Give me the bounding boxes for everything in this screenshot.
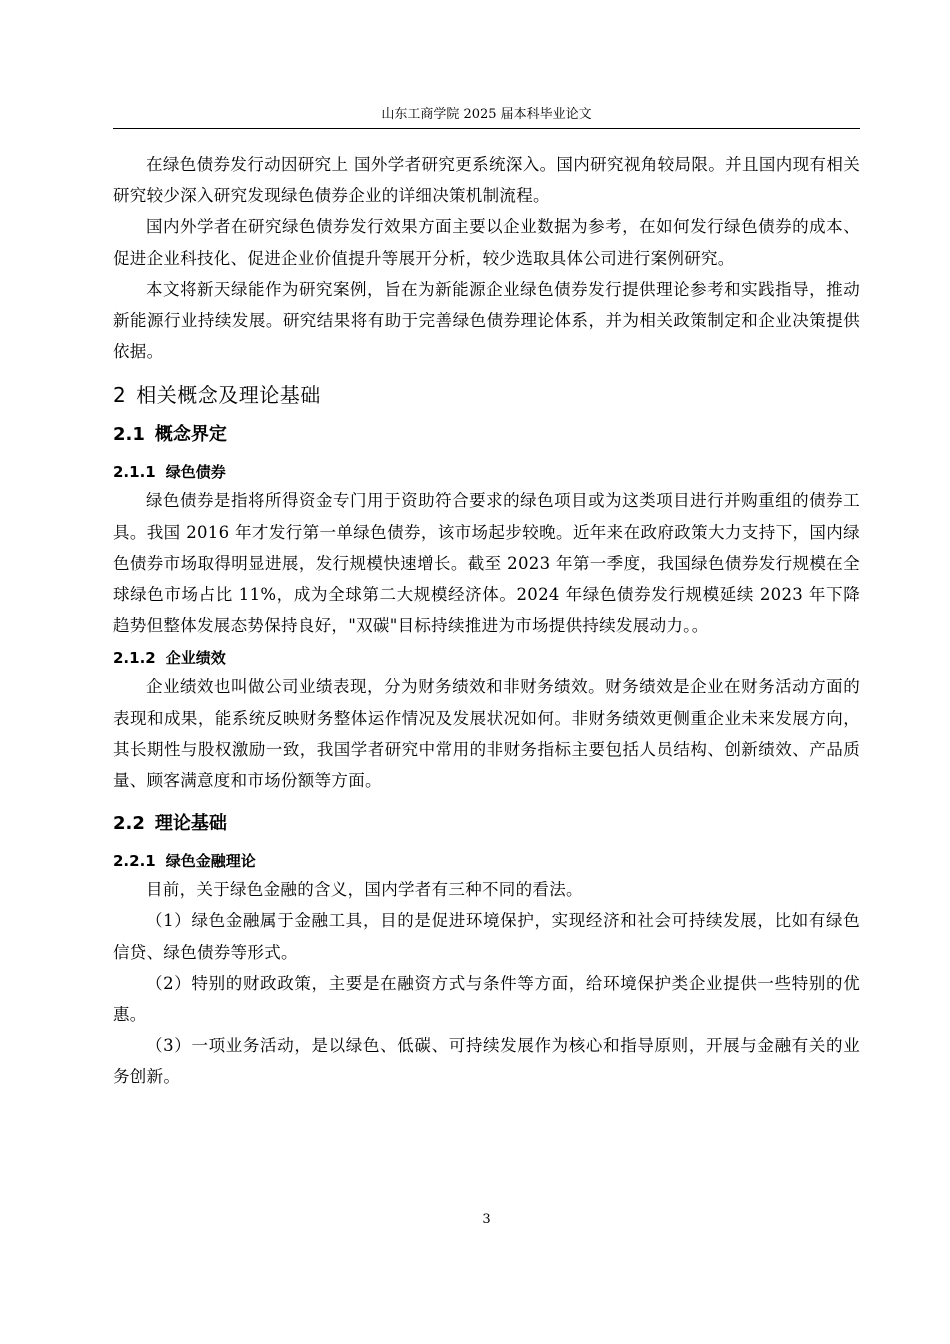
list-item: （1）绿色金融属于金融工具，目的是促进环境保护，实现经济和社会可持续发展，比如有绿色信贷、绿色债券等形式。: [113, 911, 860, 962]
section-number: 2.1: [113, 424, 145, 446]
body-paragraph: 在绿色债券发行动因研究上 国外学者研究更系统深入。国内研究视角较局限。并且国内现有相关研究较少深入研究发现绿色债券企业的详细决策机制流程。: [113, 155, 860, 206]
section-number: 2.2: [113, 813, 145, 835]
list-item: （2）特别的财政政策，主要是在融资方式与条件等方面，给环境保护类企业提供一些特别的优惠。: [113, 973, 860, 1025]
section-title: 理论基础: [154, 813, 227, 835]
subsection-heading: [113, 848, 860, 874]
subsection-number: 2.2.1: [113, 852, 156, 871]
page-content: [113, 149, 860, 1093]
body-paragraph: 目前，关于绿色金融的含义，国内学者有三种不同的看法。: [146, 880, 583, 900]
subsection-number: 2.1.2: [113, 649, 156, 668]
chapter-heading: [113, 377, 860, 413]
page-number: 3: [482, 1212, 491, 1227]
running-header: 山东工商学院 2025 届本科毕业论文: [381, 107, 592, 122]
body-paragraph: 企业绩效也叫做公司业绩表现，分为财务绩效和非财务绩效。财务绩效是企业在财务活动方面的表现和成果，能系统反映财务整体运作情况及发展状况如何。非财务绩效更侧重企业未来发展方向，其长期性与股权激励一致，我国学者研究中常用的非财务指标主要包括人员结构、创新绩效、产品质量、顾客满意度和市场份额等方面。: [113, 677, 860, 791]
chapter-title: 相关概念及理论基础: [136, 383, 321, 408]
header-rule: [113, 128, 860, 129]
subsection-title: 绿色债券: [165, 463, 226, 482]
body-paragraph: 国内外学者在研究绿色债券发行效果方面主要以企业数据为参考，在如何发行绿色债券的成本、促进企业科技化、促进企业价值提升等展开分析，较少选取具体公司进行案例研究。: [113, 217, 860, 268]
list-item: （3）一项业务活动，是以绿色、低碳、可持续发展作为核心和指导原则，开展与金融有关的业务创新。: [113, 1036, 860, 1087]
section-heading: [113, 419, 860, 451]
subsection-number: 2.1.1: [113, 463, 156, 482]
section-title: 概念界定: [154, 424, 227, 446]
subsection-title: 企业绩效: [165, 649, 226, 668]
body-paragraph: 绿色债券是指将所得资金专门用于资助符合要求的绿色项目或为这类项目进行并购重组的债券工具。我国 2016 年才发行第一单绿色债券，该市场起步较晚。近年来在政府政策大力支持下，国内绿色债券市场取得明显进展，发行规模快速增长。截至 2023 年第一季度，我国绿色债券发行规模在全球绿色市场占比 11%，成为全球第二大规模经济体。2024 年绿色债券发行规模延续 2023 年下降趋势但整体发展态势保持良好，"双碳"目标持续推进为市场提供持续发展动力。。: [113, 491, 860, 636]
document-page: [113, 0, 860, 1344]
subsection-heading: [113, 645, 860, 671]
body-paragraph: 本文将新天绿能作为研究案例，旨在为新能源企业绿色债券发行提供理论参考和实践指导，推动新能源行业持续发展。研究结果将有助于完善绿色债券理论体系，并为相关政策制定和企业决策提供依据。: [113, 279, 860, 362]
chapter-number: 2: [113, 383, 127, 408]
subsection-heading: [113, 459, 860, 485]
section-heading: [113, 808, 860, 840]
subsection-title: 绿色金融理论: [165, 852, 256, 871]
